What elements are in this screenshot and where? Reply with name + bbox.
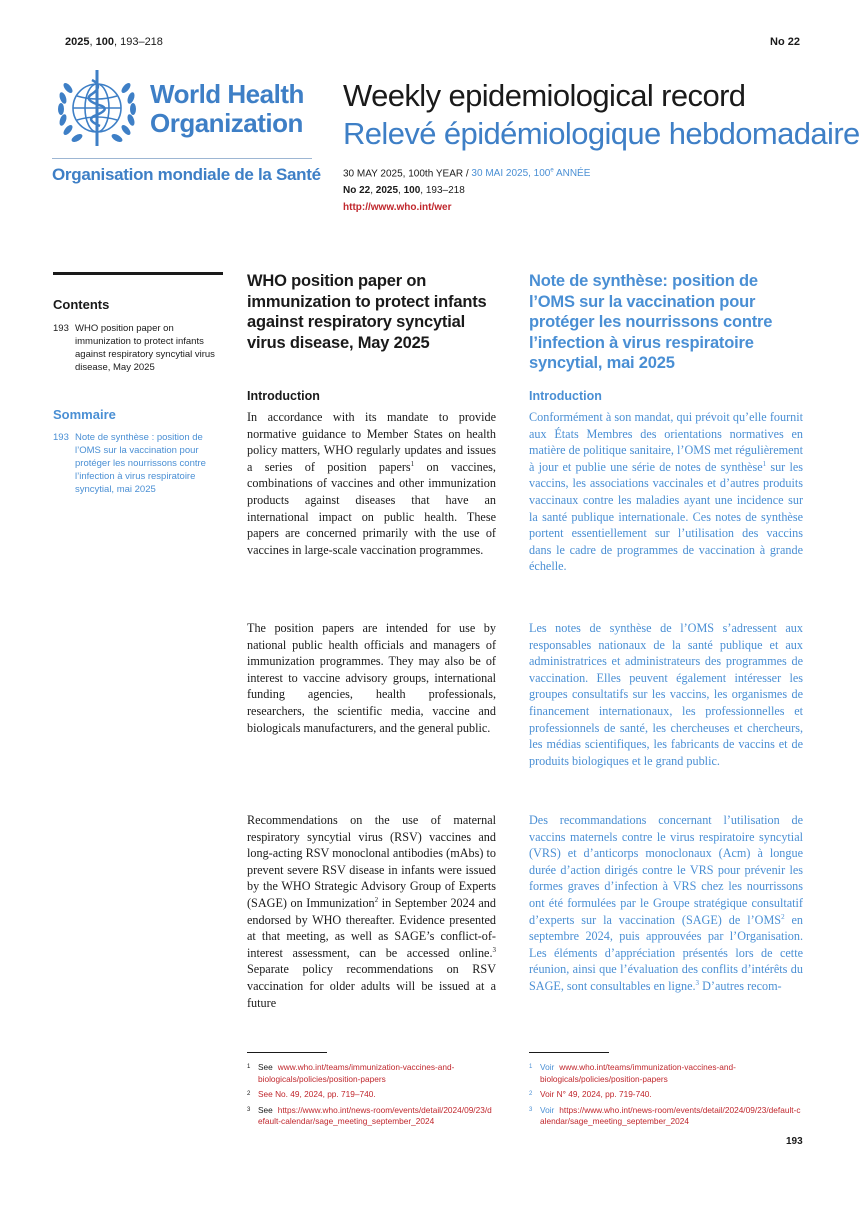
footnote-fr-1-link[interactable]: www.who.int/teams/immunization-vaccines-and-biologicals/policies/position-papers [540, 1062, 736, 1084]
footnote-fr-3: 3 Voir https://www.who.int/news-room/events/detail/2024/09/23/default-calendar/sage_meeting_september_2024 [529, 1104, 801, 1126]
footnotes-en [247, 1062, 496, 1128]
footnote-en-2: 2 See No. 49, 2024, pp. 719–740. [247, 1089, 376, 1099]
footnote-en-3-link[interactable]: https://www.who.int/news-room/events/detail/2024/09/23/default-calendar/sage_meeting_september_2024 [258, 1104, 492, 1126]
footnote-rule-fr [529, 1052, 609, 1053]
contents-entry[interactable] [53, 322, 223, 374]
footnote-en-2-link[interactable]: See No. 49, 2024, pp. 719–740. [258, 1089, 376, 1099]
journal-url-link[interactable]: http://www.who.int/wer [343, 202, 452, 213]
footnote-fr-1: 1 Voir www.who.int/teams/immunization-vaccines-and-biologicals/policies/position-papers [529, 1062, 736, 1084]
sommaire-entry[interactable] [53, 431, 223, 496]
paragraph-1-en: In accordance with its mandate to provide normative guidance to Member States on health policy matters, WHO regularly updates and issues a series of position papers$^1$ on vaccines, combinations of vaccines and other immunization products against diseases that have an international impact on public health. These papers are concerned primarily with the use of vaccines in large-scale vaccination programmes. [247, 410, 496, 557]
organization-name-en: World Health Organization [150, 79, 304, 138]
paragraph-1-fr: Conformément à son mandat, qui prévoit qu’elle fournit aux États Membres des orientations normatives en matière de politique sanitaire, l’OMS met régulièrement à jour et publie une série de notes de synthèse$^1$ sur les vaccins, les associations vaccinales et d’autres produits vaccinaux contre les maladies ayant une incidence sur la santé publique internationale. Ces notes de synthèse portent essentiellement sur l’utilisation des vaccins dans le cadre de programmes de vaccination à grande échelle. [529, 410, 804, 574]
journal-title-en: Weekly epidemiological record [343, 78, 746, 113]
footnote-fr-2: 2 Voir N° 49, 2024, pp. 719-740. [529, 1089, 652, 1099]
article-title-en: WHO position paper on immunization to protect infants against respiratory syncytial virus disease, May 2025 [247, 272, 487, 352]
journal-title-fr: Relevé épidémiologique hebdomadaire [343, 116, 860, 151]
paragraph-3-fr: Des recommandations concernant l’utilisation de vaccins maternels contre le virus respiratoire syncytial (VRS) et d’anticorps monoclonaux (Acm) à longue durée d’action dirigés contre le VRS pour prévenir les formes graves d’infection à VRS chez les nourrissons ont été formulées par le Groupe stratégique consultatif d’experts sur la vaccination (SAGE) de l’OMS$^2$ en septembre 2024, puis approuvées par l’Organisation. Les éléments d’appréciation présentés lors de cette réunion, ainsi que l’évaluation des conflits d’intérêts du SAGE, sont consultables en ligne.$^3$ D’autres recom- [529, 813, 803, 993]
paragraph-2-fr: Les notes de synthèse de l’OMS s’adressent aux responsables nationaux de la santé publique et aux administratrices et administrateurs des programmes de vaccination. Elles peuvent également intéresser les groupes consultatifs sur les vaccins, les organismes de financement internationaux, les professionnelles et professionnels de santé, les chercheuses et chercheurs, les médias scientifiques, les fabricants de vaccins et de produits biologiques et le grand public. [529, 621, 803, 768]
sommaire-heading: Sommaire [53, 407, 116, 422]
article-title-fr: Note de synthèse: position de l’OMS sur la vaccination pour protéger les nourrissons contre l’infection à virus respiratoire syncytial, mai 2025 [529, 272, 773, 372]
contents-text: WHO position paper on immunization to protect infants against respiratory syncytial virus disease, May 2025 [75, 323, 215, 373]
footnote-en-3: 3 See https://www.who.int/news-room/events/detail/2024/09/23/default-calendar/sage_meeting_september_2024 [247, 1104, 492, 1126]
footnote-fr-3-link[interactable]: https://www.who.int/news-room/events/detail/2024/09/23/default-calendar/sage_meeting_september_2024 [540, 1104, 801, 1126]
footnote-en-1-link[interactable]: www.who.int/teams/immunization-vaccines-and-biologicals/policies/position-papers [258, 1062, 455, 1084]
sidebar-rule [53, 272, 223, 275]
sommaire-page: 193 [53, 432, 69, 443]
footnotes-fr [529, 1062, 803, 1128]
issue-number: No 22 [770, 36, 800, 48]
intro-heading-en: Introduction [247, 389, 320, 403]
contents-heading: Contents [53, 297, 110, 312]
who-emblem-icon [50, 66, 145, 152]
intro-heading-fr: Introduction [529, 389, 602, 403]
organization-name-fr: Organisation mondiale de la Santé [52, 165, 321, 184]
footnote-fr-2-link[interactable]: Voir N° 49, 2024, pp. 719-740. [540, 1089, 652, 1099]
issue-citation-line: No 22, 2025, 100, 193–218 [343, 185, 465, 196]
paragraph-3-en: Recommendations on the use of maternal respiratory syncytial virus (RSV) vaccines and long-acting RSV monoclonal antibodies (mAbs) to prevent severe RSV disease in infants were issued by the WHO Strategic Advisory Group of Experts (SAGE) on Immunization$^2$ in September 2024 and endorsed by WHO thereafter. Evidence presented at that meeting, as well as SAGE’s conflict-of-interest assessment, can be accessed online.$^3$ Separate policy recommendations on RSV vaccination for older adults will be issued at a future [247, 813, 496, 1010]
citation-header: 2025, 100, 193–218 [65, 36, 163, 48]
footnote-rule-en [247, 1052, 327, 1053]
footnote-en-1: 1 See www.who.int/teams/immunization-vaccines-and-biologicals/policies/position-papers [247, 1062, 455, 1084]
issue-date-line: 30 MAY 2025, 100th YEAR / 30 MAI 2025, 100e ANNÉE [343, 168, 591, 180]
logo-divider [52, 158, 312, 159]
contents-page: 193 [53, 323, 69, 334]
paragraph-2-en: The position papers are intended for use by national public health officials and managers of immunization programmes. They may also be of interest to vaccine advisory groups, international funding agencies, health professionals, researchers, the scientific media, vaccine and biologicals manufacturers, and the general public. [247, 621, 496, 735]
page-number: 193 [786, 1136, 803, 1147]
sommaire-text: Note de synthèse : position de l’OMS sur la vaccination pour protéger les nourrissons contre l’infection à virus respiratoire syncytial, mai 2025 [75, 432, 206, 495]
